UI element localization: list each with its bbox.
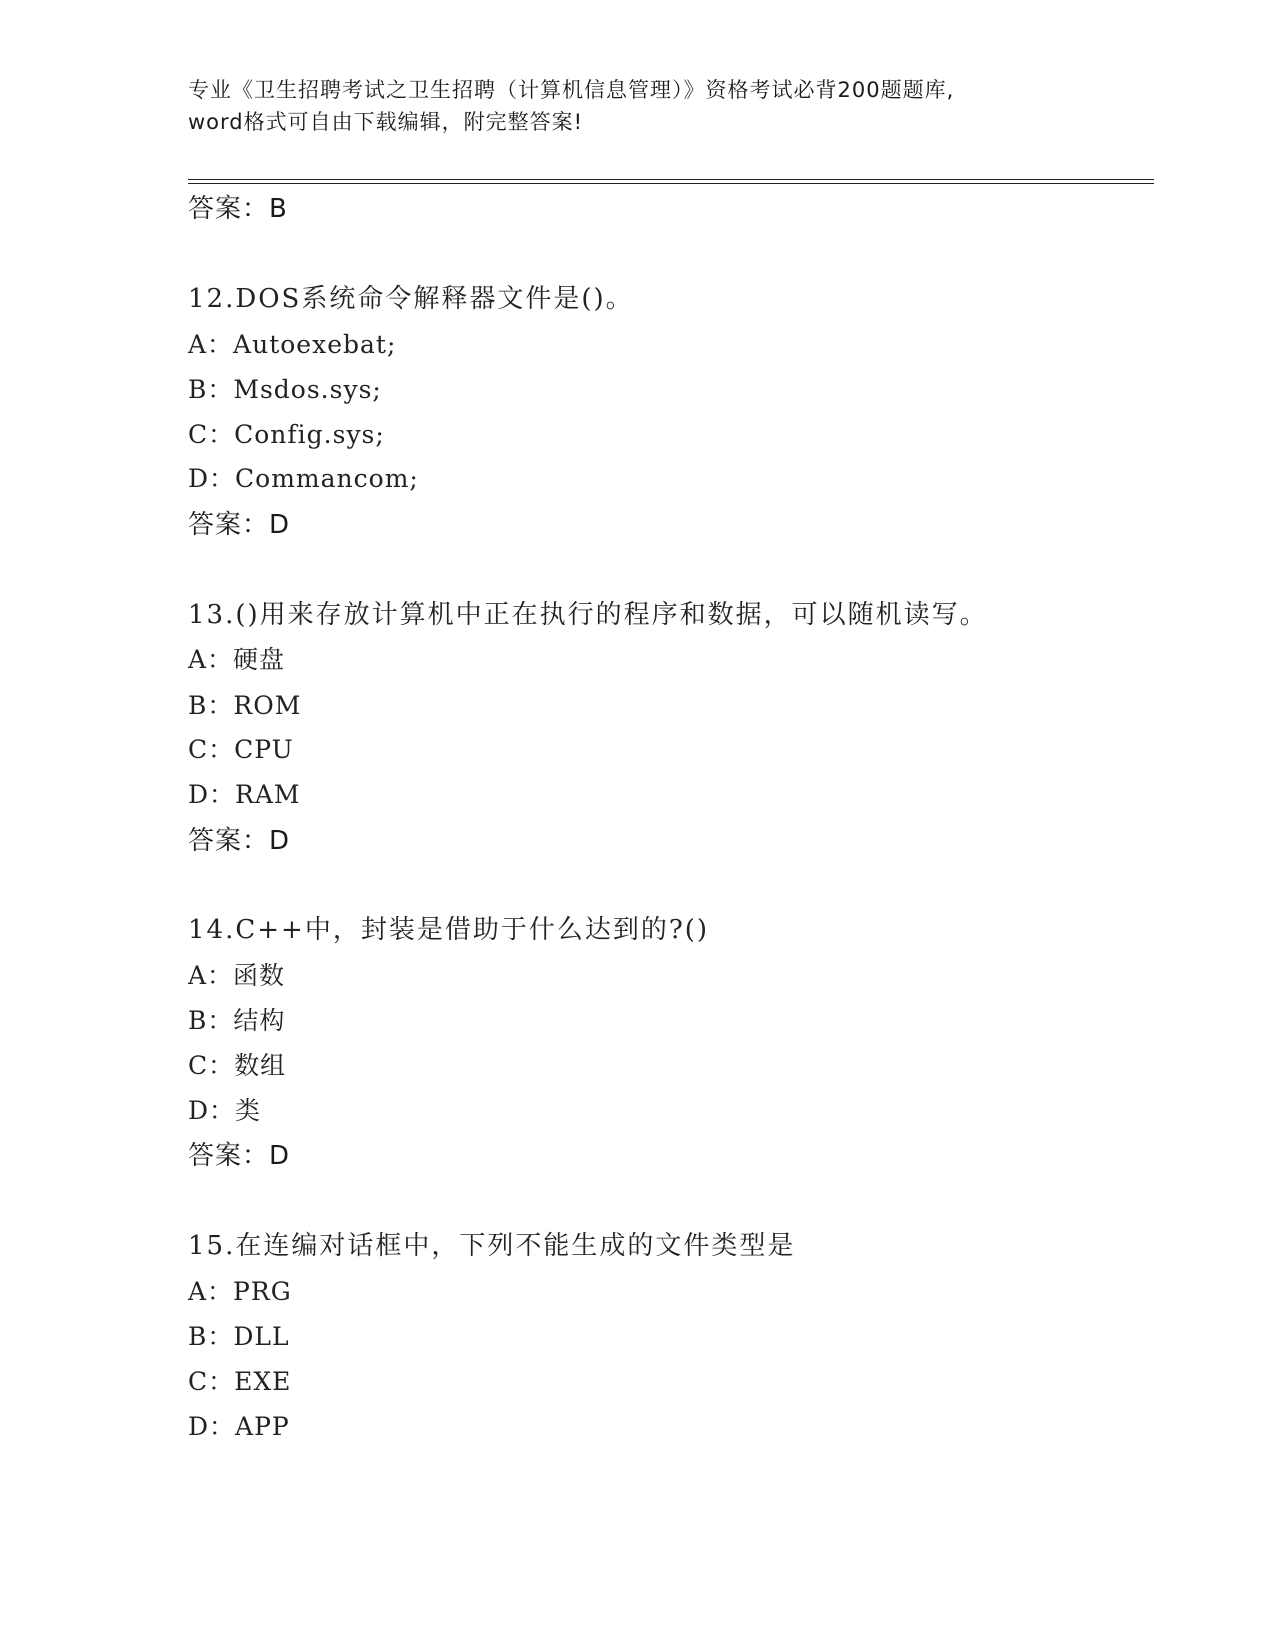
header-divider-top [188,179,1154,180]
option-d: D：APP [188,1412,290,1441]
option-c: C：Config.sys; [188,420,385,449]
header-line-1: 专业《卫生招聘考试之卫生招聘（计算机信息管理）》资格考试必背200题题库, [188,78,955,102]
option-c: C：数组 [188,1051,287,1080]
option-a: A：函数 [188,961,286,990]
header-line-2: word格式可自由下载编辑，附完整答案! [188,110,584,134]
option-b: B：ROM [188,691,302,720]
option-d: D：Commancom; [188,464,419,493]
option-b: B：结构 [188,1006,286,1035]
option-a: A：Autoexebat; [188,330,397,359]
option-a: A：PRG [188,1277,292,1306]
answer-line: 答案：D [188,826,291,856]
question-stem: 12.DOS系统命令解释器文件是()。 [188,284,634,314]
option-d: D：类 [188,1096,262,1125]
answer-line: 答案：B [188,194,288,224]
option-c: C：EXE [188,1367,292,1396]
option-d: D：RAM [188,780,301,809]
option-b: B：DLL [188,1322,290,1351]
option-b: B：Msdos.sys; [188,375,382,404]
document-header [188,74,1088,138]
header-divider-bottom [188,183,1154,184]
question-stem: 15.在连编对话框中，下列不能生成的文件类型是 [188,1231,796,1261]
answer-line: 答案：D [188,510,291,540]
question-stem: 14.C++中，封装是借助于什么达到的?() [188,915,710,945]
question-stem: 13.()用来存放计算机中正在执行的程序和数据，可以随机读写。 [188,600,988,630]
option-c: C：CPU [188,735,294,764]
option-a: A：硬盘 [188,645,286,674]
answer-line: 答案：D [188,1141,291,1171]
